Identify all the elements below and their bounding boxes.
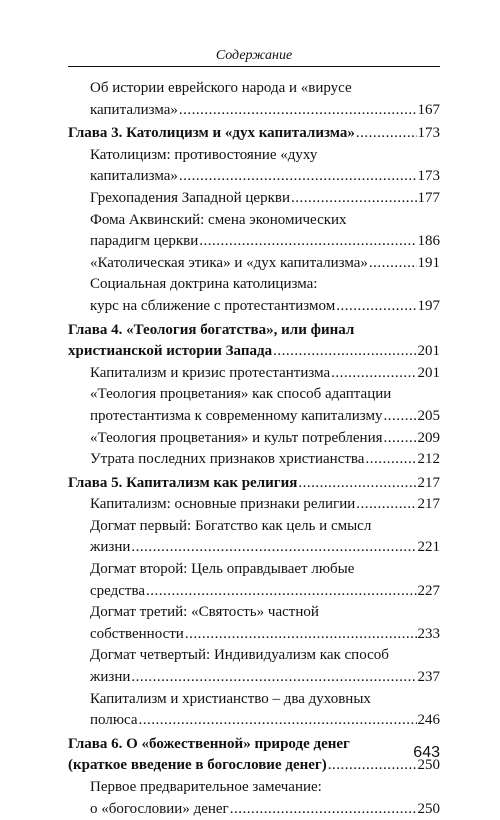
toc-page-number: 167 xyxy=(417,101,440,118)
dot-leader xyxy=(179,166,417,188)
toc-entry-text: капитализма» xyxy=(90,101,178,118)
toc-chapter-title: Глава 3. Католицизм и «дух капитализма» xyxy=(68,125,355,142)
toc-entry-text: капитализма» xyxy=(90,168,178,185)
table-of-contents xyxy=(68,78,440,820)
dot-leader xyxy=(139,710,417,732)
toc-entry-text: средства xyxy=(90,582,146,599)
toc-entry-text: Утрата последних признаков христианства xyxy=(90,451,365,468)
toc-entry xyxy=(68,777,440,820)
header-rule xyxy=(68,66,440,67)
dot-leader xyxy=(179,100,417,122)
toc-page-number: 205 xyxy=(417,407,440,424)
toc-entry-text: Грехопадения Западной церкви xyxy=(90,189,290,206)
toc-chapter xyxy=(68,473,440,495)
toc-page-number: 237 xyxy=(417,669,440,686)
dot-leader xyxy=(369,253,417,275)
dot-leader xyxy=(328,755,417,777)
toc-chapter-title: Глава 6. О «божественной» природе денег xyxy=(68,735,350,752)
toc-entry-text: Догмат третий: «Святость» частной xyxy=(90,604,319,621)
toc-page-number: 197 xyxy=(417,297,440,314)
toc-page-number: 173 xyxy=(417,125,440,142)
toc-page-number: 186 xyxy=(417,233,440,250)
toc-entry-text: парадигм церкви xyxy=(90,233,199,250)
toc-entry-text: «Католическая этика» и «дух капитализма» xyxy=(90,254,368,271)
dot-leader xyxy=(230,799,417,820)
toc-page-number: 250 xyxy=(417,800,440,817)
toc-entry-text: Капитализм: основные признаки религии xyxy=(90,496,356,513)
toc-page-number: 201 xyxy=(417,364,440,381)
toc-entry-text: Католицизм: противостояние «духу xyxy=(90,146,318,163)
dot-leader xyxy=(384,406,417,428)
toc-page-number: 173 xyxy=(417,168,440,185)
dot-leader xyxy=(146,581,416,603)
toc-chapter-title: христианской истории Запада xyxy=(68,343,273,360)
dot-leader xyxy=(356,494,416,516)
toc-entry xyxy=(68,188,440,210)
toc-page-number: 250 xyxy=(417,757,440,774)
toc-entry-text: Догмат второй: Цель оправдывает любые xyxy=(90,561,355,578)
toc-page-number: 217 xyxy=(417,474,440,491)
toc-entry xyxy=(68,559,440,602)
toc-entry-text: жизни xyxy=(90,669,131,686)
toc-entry-text: Капитализм и кризис протестантизма xyxy=(90,364,331,381)
dot-leader xyxy=(199,231,416,253)
toc-page-number: 201 xyxy=(417,343,440,360)
toc-page-number: 233 xyxy=(417,625,440,642)
toc-entry-text: «Теология процветания» и культ потребления xyxy=(90,429,383,446)
toc-entry xyxy=(68,449,440,471)
toc-chapter-title: (краткое введение в богословие денег) xyxy=(68,757,327,774)
toc-entry-text: Догмат четвертый: Индивидуализм как способ xyxy=(90,647,389,664)
toc-chapter xyxy=(68,123,440,145)
toc-page-number: 177 xyxy=(417,189,440,206)
dot-leader xyxy=(291,188,417,210)
dot-leader xyxy=(356,123,417,145)
toc-page-number: 212 xyxy=(417,451,440,468)
dot-leader xyxy=(131,667,416,689)
toc-entry-text: о «богословии» денег xyxy=(90,800,229,817)
toc-page-number: 221 xyxy=(417,539,440,556)
toc-entry xyxy=(68,494,440,516)
toc-entry xyxy=(68,145,440,188)
toc-page-number: 209 xyxy=(417,429,440,446)
dot-leader xyxy=(331,363,416,385)
toc-entry-text: жизни xyxy=(90,539,131,556)
toc-entry-text: курс на сближение с протестантизмом xyxy=(90,297,336,314)
toc-entry xyxy=(68,210,440,253)
toc-page-number: 246 xyxy=(417,712,440,729)
toc-chapter-title: Глава 4. «Теология богатства», или финал xyxy=(68,321,355,338)
dot-leader xyxy=(384,428,417,450)
toc-page-number: 191 xyxy=(417,254,440,271)
toc-entry xyxy=(68,384,440,427)
toc-entry-text: собственности xyxy=(90,625,184,642)
toc-page-number: 227 xyxy=(417,582,440,599)
dot-leader xyxy=(185,624,417,646)
page-number: 643 xyxy=(413,744,440,761)
dot-leader xyxy=(131,537,416,559)
toc-entry-text: Первое предварительное замечание: xyxy=(90,779,322,795)
toc-entry xyxy=(68,363,440,385)
dot-leader xyxy=(365,449,416,471)
toc-entry xyxy=(68,428,440,450)
toc-entry-text: Капитализм и христианство – два духовных xyxy=(90,690,371,707)
dot-leader xyxy=(298,473,416,495)
toc-entry-text: «Теология процветания» как способ адаптации xyxy=(90,386,392,403)
toc-entry xyxy=(68,78,440,121)
toc-chapter xyxy=(68,320,440,363)
toc-entry xyxy=(68,645,440,688)
running-head: Содержание xyxy=(215,48,293,63)
toc-entry-text: Догмат первый: Богатство как цель и смысл xyxy=(90,517,372,534)
toc-entry-text: Фома Аквинский: смена экономических xyxy=(90,211,347,228)
toc-entry xyxy=(68,602,440,645)
dot-leader xyxy=(336,296,416,318)
toc-page-number: 217 xyxy=(417,496,440,513)
toc-entry xyxy=(68,689,440,732)
toc-chapter-title: Глава 5. Капитализм как религия xyxy=(68,474,298,491)
toc-entry-text: Социальная доктрина католицизма: xyxy=(90,276,318,293)
toc-chapter xyxy=(68,734,440,777)
toc-entry xyxy=(68,516,440,559)
toc-entry-text: протестантизма к современному капитализму xyxy=(90,407,383,424)
dot-leader xyxy=(273,341,416,363)
toc-entry-text: Об истории еврейского народа и «вирусе xyxy=(90,80,352,96)
toc-entry xyxy=(68,274,440,317)
toc-entry-text: полюса xyxy=(90,712,138,729)
toc-entry xyxy=(68,253,440,275)
